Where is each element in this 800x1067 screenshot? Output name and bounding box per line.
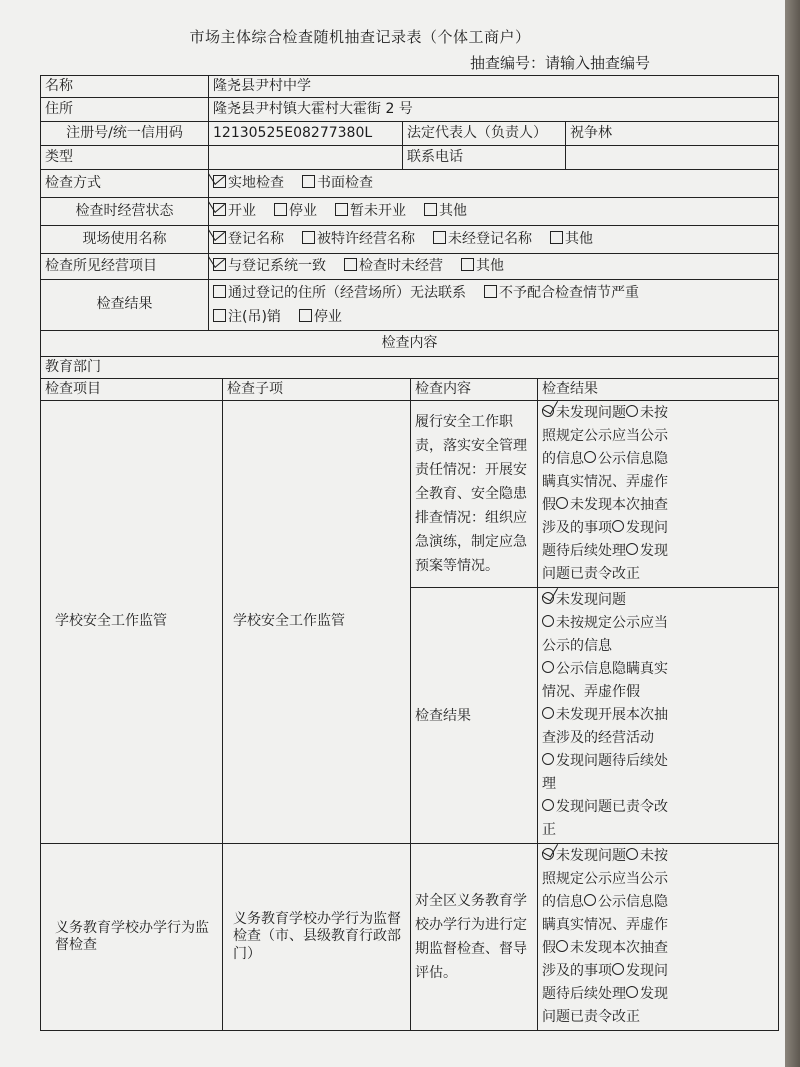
items-options [209, 254, 779, 280]
legal-label: 法定代表人（负责人） [403, 122, 566, 146]
header-item: 检查项目 [41, 379, 223, 401]
inspection-1-result-2 [538, 588, 779, 844]
header-content: 检查内容 [411, 379, 538, 401]
checkbox-label: 被特许经营名称 [317, 230, 415, 247]
checkbox-option[interactable] [335, 203, 406, 221]
row-type [41, 146, 779, 170]
checkbox-icon[interactable] [550, 231, 563, 244]
result-line [542, 704, 774, 727]
inspection-1-subitem: 学校安全工作监管 [223, 401, 411, 844]
result-line [542, 845, 774, 868]
result-line [542, 960, 774, 983]
radio-label: 公示信息隐 [598, 451, 668, 467]
inspection-2-subitem: 义务教育学校办学行为监督检查（市、县级教育行政部门） [223, 844, 411, 1031]
radio-icon[interactable] [626, 848, 638, 860]
result-text: 问题已责令改正 [542, 1009, 640, 1025]
address-value[interactable]: 隆尧县尹村镇大霍村大霍街 2 号 [209, 98, 779, 122]
checkbox-checked-icon[interactable] [213, 175, 226, 188]
checkbox-option[interactable] [302, 175, 373, 193]
row-result [41, 280, 779, 331]
radio-label: 发现 [640, 986, 668, 1002]
result-line [542, 796, 774, 819]
radio-icon[interactable] [556, 497, 568, 509]
checkbox-option[interactable] [213, 231, 284, 249]
checkbox-checked-icon[interactable] [213, 231, 226, 244]
checkbox-icon[interactable] [335, 203, 348, 216]
result-line [542, 750, 774, 773]
checkbox-label: 其他 [565, 230, 593, 247]
checkbox-label: 停业 [313, 309, 342, 325]
checkbox-label: 其他 [439, 202, 467, 219]
radio-label: 发现问题待后续处 [556, 753, 668, 769]
radio-icon[interactable] [626, 405, 638, 417]
inspection-code[interactable] [470, 52, 650, 73]
inspection-1-result [538, 401, 779, 588]
result-line [542, 727, 774, 750]
usename-options [209, 226, 779, 254]
radio-label: 未发现问题 [556, 592, 626, 608]
row-usename [41, 226, 779, 254]
result-text: 假 [542, 940, 556, 956]
checkbox-option[interactable] [213, 281, 466, 305]
checkbox-option[interactable] [484, 281, 639, 305]
radio-icon[interactable] [542, 661, 554, 673]
checkbox-checked-icon[interactable] [213, 203, 226, 216]
checkbox-icon[interactable] [461, 258, 474, 271]
inspection-1-content: 履行安全工作职责，落实安全管理责任情况：开展安全教育、安全隐患排查情况：组织应急演练，制定应急预案等情况。 [411, 401, 538, 588]
radio-label: 未发现开展本次抽 [556, 707, 668, 723]
header-result: 检查结果 [538, 379, 779, 401]
radio-label: 未发现问题 [556, 405, 626, 421]
checkbox-option[interactable] [213, 258, 326, 276]
result-line [542, 937, 774, 960]
checkbox-option[interactable] [461, 258, 504, 276]
result-line [542, 914, 774, 937]
checkbox-icon[interactable] [302, 231, 315, 244]
result-text: 瞒真实情况、弄虚作 [542, 474, 668, 490]
checkbox-icon[interactable] [484, 285, 497, 298]
radio-icon[interactable] [542, 753, 554, 765]
row-address [41, 98, 779, 122]
result-line [542, 819, 774, 842]
phone-value[interactable] [566, 146, 779, 170]
row-registration [41, 122, 779, 146]
radio-label: 未按 [640, 405, 668, 421]
code-value[interactable]: 请输入抽查编号 [545, 54, 651, 72]
checkbox-label: 登记名称 [228, 230, 284, 247]
result-line [542, 612, 774, 635]
checkbox-option[interactable] [299, 305, 342, 329]
result-line [542, 983, 774, 1006]
type-label: 类型 [41, 146, 209, 170]
phone-label: 联系电话 [403, 146, 566, 170]
department-label: 教育部门 [41, 357, 779, 379]
radio-label: 发现问 [626, 963, 668, 979]
row-status [41, 198, 779, 226]
result-line [542, 681, 774, 704]
usename-label: 现场使用名称 [41, 226, 209, 254]
checkbox-option[interactable] [550, 231, 593, 249]
result-line [542, 635, 774, 658]
result-line [542, 658, 774, 681]
radio-icon[interactable] [626, 543, 638, 555]
checkbox-option[interactable] [213, 305, 281, 329]
checkbox-icon[interactable] [274, 203, 287, 216]
checkbox-label: 未经登记名称 [448, 230, 532, 247]
radio-icon[interactable] [556, 940, 568, 952]
checkbox-option[interactable] [433, 231, 532, 249]
radio-label: 未按规定公示应当 [556, 615, 668, 631]
content-title: 检查内容 [41, 331, 779, 357]
reg-label: 注册号/统一信用码 [41, 122, 209, 146]
checkbox-label: 书面检查 [317, 174, 373, 191]
result-text: 问题已责令改正 [542, 566, 640, 582]
result-text: 公示的信息 [542, 638, 612, 654]
radio-icon[interactable] [542, 707, 554, 719]
result-line [542, 425, 774, 448]
row-inspection-2 [41, 844, 779, 1031]
radio-label: 未按 [640, 848, 668, 864]
row-name [41, 76, 779, 98]
checkbox-option[interactable] [424, 203, 467, 221]
checkbox-icon[interactable] [299, 309, 312, 322]
result-label: 检查结果 [41, 280, 209, 331]
result-text: 正 [542, 822, 556, 838]
checkbox-label: 注(吊)销 [228, 309, 281, 325]
type-value[interactable] [209, 146, 403, 170]
radio-icon[interactable] [584, 894, 596, 906]
inspection-2-item: 义务教育学校办学行为监督检查 [41, 844, 223, 1031]
checkbox-icon[interactable] [213, 285, 226, 298]
checkbox-option[interactable] [213, 175, 284, 193]
checkbox-label: 暂未开业 [350, 202, 406, 219]
row-inspection-1a [41, 401, 779, 588]
radio-icon[interactable] [626, 986, 638, 998]
checkbox-option[interactable] [302, 231, 415, 249]
result-text: 涉及的事项 [542, 963, 612, 979]
result-line [542, 589, 774, 612]
result-text: 的信息 [542, 451, 584, 467]
radio-icon[interactable] [612, 520, 624, 532]
items-label: 检查所见经营项目 [41, 254, 209, 280]
result-line [542, 402, 774, 425]
checkbox-option[interactable] [213, 203, 256, 221]
method-label: 检查方式 [41, 170, 209, 198]
radio-label: 公示信息隐瞒真实 [556, 661, 668, 677]
radio-label: 发现问题已责令改 [556, 799, 668, 815]
result-text: 题待后续处理 [542, 986, 626, 1002]
checkbox-label: 不予配合检查情节严重 [499, 285, 639, 301]
result-text: 照规定公示应当公示 [542, 428, 668, 444]
checkbox-checked-icon[interactable] [213, 258, 226, 271]
result-text: 题待后续处理 [542, 543, 626, 559]
result-text: 的信息 [542, 894, 584, 910]
result-line [542, 563, 774, 586]
checkbox-option[interactable] [344, 258, 443, 276]
checkbox-label: 其他 [476, 257, 504, 274]
inspection-1-content-2: 检查结果 [411, 588, 538, 844]
radio-checked-icon[interactable] [542, 592, 554, 604]
background-edge [785, 0, 800, 1067]
name-value[interactable]: 隆尧县尹村中学 [209, 76, 779, 98]
result-line [542, 540, 774, 563]
radio-label: 发现问 [626, 520, 668, 536]
result-text: 瞒真实情况、弄虚作 [542, 917, 668, 933]
inspection-form-table [40, 75, 779, 1031]
name-label: 名称 [41, 76, 209, 98]
inspection-2-content: 对全区义务教育学校办学行为进行定期监督检查、督导评估。 [411, 844, 538, 1031]
code-label: 抽查编号： [470, 54, 546, 72]
radio-icon[interactable] [612, 963, 624, 975]
radio-icon[interactable] [542, 799, 554, 811]
result-text: 查涉及的经营活动 [542, 730, 654, 746]
radio-icon[interactable] [542, 615, 554, 627]
inspection-2-result [538, 844, 779, 1031]
result-line [542, 517, 774, 540]
result-text: 涉及的事项 [542, 520, 612, 536]
result-line [542, 868, 774, 891]
radio-label: 未发现问题 [556, 848, 626, 864]
radio-checked-icon[interactable] [542, 848, 554, 860]
radio-checked-icon[interactable] [542, 405, 554, 417]
result-text: 照规定公示应当公示 [542, 871, 668, 887]
radio-label: 未发现本次抽查 [570, 940, 668, 956]
row-method [41, 170, 779, 198]
row-content-title [41, 331, 779, 357]
result-line [542, 773, 774, 796]
result-line [542, 471, 774, 494]
checkbox-icon[interactable] [344, 258, 357, 271]
checkbox-label: 通过登记的住所（经营场所）无法联系 [228, 285, 466, 301]
checkbox-icon[interactable] [302, 175, 315, 188]
result-text: 假 [542, 497, 556, 513]
radio-label: 未发现本次抽查 [570, 497, 668, 513]
status-label: 检查时经营状态 [41, 198, 209, 226]
result-line [542, 448, 774, 471]
document-title: 市场主体综合检查随机抽查记录表（个体工商户） [189, 28, 531, 46]
status-options [209, 198, 779, 226]
checkbox-icon[interactable] [433, 231, 446, 244]
result-text: 理 [542, 776, 556, 792]
row-department [41, 357, 779, 379]
reg-value[interactable]: 12130525E08277380L [209, 122, 403, 146]
checkbox-label: 与登记系统一致 [228, 257, 326, 274]
header-subitem: 检查子项 [223, 379, 411, 401]
checkbox-label: 开业 [228, 202, 256, 219]
inspection-1-item: 学校安全工作监管 [41, 401, 223, 844]
row-column-headers [41, 379, 779, 401]
result-line [542, 1006, 774, 1029]
address-label: 住所 [41, 98, 209, 122]
checkbox-label: 实地检查 [228, 174, 284, 191]
radio-label: 公示信息隐 [598, 894, 668, 910]
checkbox-icon[interactable] [424, 203, 437, 216]
result-line [542, 494, 774, 517]
checkbox-icon[interactable] [213, 309, 226, 322]
result-line [542, 891, 774, 914]
radio-label: 发现 [640, 543, 668, 559]
legal-value[interactable]: 祝争林 [566, 122, 779, 146]
row-items [41, 254, 779, 280]
checkbox-label: 检查时未经营 [359, 257, 443, 274]
result-text: 情况、弄虚作假 [542, 684, 640, 700]
radio-icon[interactable] [584, 451, 596, 463]
result-options [209, 280, 779, 331]
checkbox-option[interactable] [274, 203, 317, 221]
checkbox-label: 停业 [289, 202, 317, 219]
method-options [209, 170, 779, 198]
